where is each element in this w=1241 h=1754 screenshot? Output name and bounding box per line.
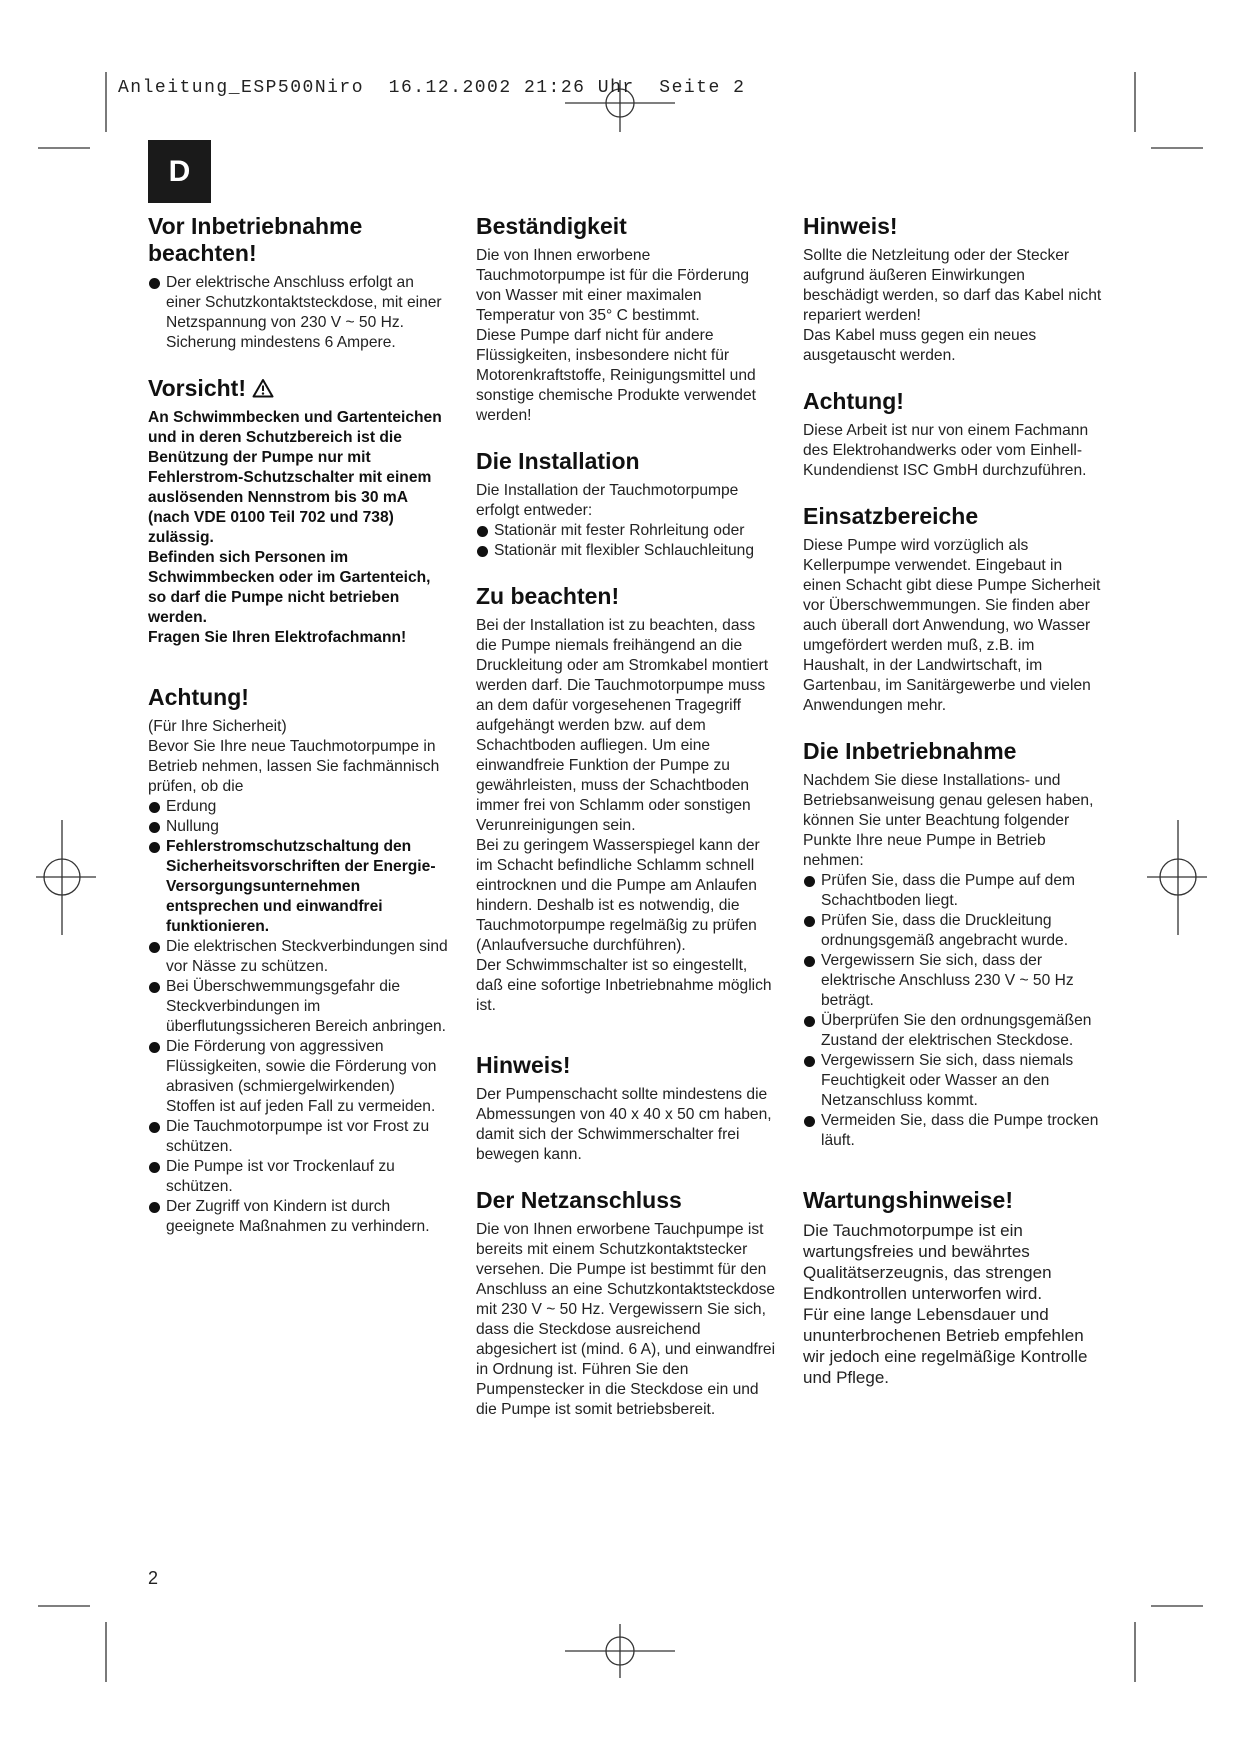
paragraph: Der Schwimmschalter ist so eingestellt, daß eine sofortige Inbetriebnahme möglich ist. (476, 957, 772, 1014)
section-vor-inbetriebnahme (148, 213, 448, 353)
list-item: Die Förderung von aggressiven Flüssigkeiten, sowie die Förderung von abrasiven (schmiergelwirkenden) Stoffen ist auf jeden Fall zu vermeiden. (148, 1037, 448, 1117)
paragraph: Diese Pumpe darf nicht für andere Flüssigkeiten, insbesondere nicht für Motorenkraftstoffe, Reinigungsmittel und sonstige chemische Produkte verwendet werden! (476, 327, 756, 424)
section-achtung-fachmann (803, 388, 1103, 481)
list-item: Der Zugriff von Kindern ist durch geeignete Maßnahmen zu verhindern. (148, 1197, 448, 1237)
section-installation (476, 448, 776, 561)
bullet-list (803, 871, 1103, 1151)
section-bestaendigkeit (476, 213, 776, 426)
section-zu-beachten (476, 583, 776, 1016)
paragraph: Die Installation der Tauchmotorpumpe erfolgt entweder: (476, 482, 739, 519)
section-hinweis-kabel (803, 213, 1103, 366)
paragraph: Der Pumpenschacht sollte mindestens die Abmessungen von 40 x 40 x 50 cm haben, damit sich der Schwimmerschalter frei bewegen kann. (476, 1086, 772, 1163)
paragraph: Bei zu geringem Wasserspiegel kann der im Schacht befindliche Schlamm schnell eintrocknen und die Pumpe am Anlaufen hindern. Deshalb ist es notwendig, die Tauchmotorpumpe regelmäßig zu prüfen (Anlaufversuche durchführen). (476, 837, 760, 954)
list-item: Vermeiden Sie, dass die Pumpe trocken läuft. (803, 1111, 1103, 1151)
paragraph: Bevor Sie Ihre neue Tauchmotorpumpe in Betrieb nehmen, lassen Sie fachmännisch prüfen, ob die (148, 738, 440, 795)
bullet-list (476, 521, 776, 561)
section-title: Achtung! (148, 684, 249, 710)
section-title: Der Netzanschluss (476, 1187, 682, 1213)
warning-triangle-icon (252, 378, 274, 398)
paragraph: Sollte die Netzleitung oder der Stecker aufgrund äußeren Einwirkungen beschädigt werden, so darf das Kabel nicht repariert werden! (803, 247, 1102, 324)
section-title: Vor Inbetriebnahme beachten! (148, 213, 363, 266)
paragraph: Das Kabel muss gegen ein neues ausgetauscht werden. (803, 327, 1037, 364)
paragraph: Die von Ihnen erworbene Tauchmotorpumpe ist für die Förderung von Wasser mit einer maximalen Temperatur von 35° C bestimmt. (476, 247, 750, 324)
list-item: Vergewissern Sie sich, dass der elektrische Anschluss 230 V ~ 50 Hz beträgt. (803, 951, 1103, 1011)
section-title: Hinweis! (476, 1052, 571, 1078)
list-item: Die Pumpe ist vor Trockenlauf zu schützen. (148, 1157, 448, 1197)
section-netzanschluss (476, 1187, 776, 1420)
list-item: Prüfen Sie, dass die Pumpe auf dem Schachtboden liegt. (803, 871, 1103, 911)
column-right (803, 213, 1103, 1410)
list-item: Die Tauchmotorpumpe ist vor Frost zu schützen. (148, 1117, 448, 1157)
paragraph: An Schwimmbecken und Gartenteichen und in deren Schutzbereich ist die Benützung der Pumpe nur mit Fehlerstrom-Schutzschalter mit einem auslösenden Nennstrom bis 30 mA (nach VDE 0100 Teil 702 und 738) zulässig. (148, 409, 442, 546)
section-title: Wartungshinweise! (803, 1187, 1013, 1213)
paragraph: Bei der Installation ist zu beachten, dass die Pumpe niemals freihängend an die Druckleitung oder am Stromkabel montiert werden darf. Die Tauchmotorpumpe muss an dem dafür vorgesehenen Tragegriff aufgehängt werden bzw. auf dem Schachtboden aufliegen. Um eine einwandfreie Funktion der Pumpe zu gewährleisten, muss der Schachtboden immer frei von Schlamm oder sonstigen Verunreinigungen sein. (476, 617, 769, 834)
bullet-list (148, 273, 448, 353)
section-achtung (148, 684, 448, 1237)
section-hinweis-schacht (476, 1052, 776, 1165)
section-title: Die Inbetriebnahme (803, 738, 1017, 764)
column-left (148, 213, 448, 1259)
column-middle (476, 213, 776, 1442)
section-inbetriebnahme (803, 738, 1103, 1151)
list-item: Nullung (148, 817, 448, 837)
list-item: Fehlerstromschutzschaltung den Sicherheitsvorschriften der Energie-Versorgungsunternehmen entsprechen und einwandfrei funktionieren. (148, 837, 448, 937)
list-item: Erdung (148, 797, 448, 817)
print-header: Anleitung_ESP500Niro 16.12.2002 21:26 Uhr Seite 2 (118, 78, 746, 98)
paragraph: (Für Ihre Sicherheit) (148, 718, 287, 735)
page-number: 2 (148, 1568, 159, 1588)
paragraph: Befinden sich Personen im Schwimmbecken oder im Gartenteich, so darf die Pumpe nicht betrieben werden. (148, 549, 431, 626)
list-item: Die elektrischen Steckverbindungen sind vor Nässe zu schützen. (148, 937, 448, 977)
paragraph: Für eine lange Lebensdauer und ununterbrochenen Betrieb empfehlen wir jedoch eine regelmäßige Kontrolle und Pflege. (803, 1305, 1088, 1387)
language-badge: D (148, 140, 211, 203)
list-item: Stationär mit fester Rohrleitung oder (476, 521, 776, 541)
bullet-list (148, 797, 448, 1237)
section-title: Die Installation (476, 448, 640, 474)
list-item: Der elektrische Anschluss erfolgt an einer Schutzkontaktsteckdose, mit einer Netzspannung von 230 V ~ 50 Hz. Sicherung mindestens 6 Ampere. (148, 273, 448, 353)
paragraph: Die Tauchmotorpumpe ist ein wartungsfreies und bewährtes Qualitätserzeugnis, das strengen Endkontrollen unterworfen wird. (803, 1221, 1052, 1303)
section-vorsicht (148, 375, 448, 648)
paragraph: Nachdem Sie diese Installations- und Betriebsanweisung genau gelesen haben, können Sie unter Beachtung folgender Punkte Ihre neue Pumpe in Betrieb nehmen: (803, 772, 1094, 869)
list-item: Stationär mit flexibler Schlauchleitung (476, 541, 776, 561)
paragraph: Diese Pumpe wird vorzüglich als Kellerpumpe verwendet. Eingebaut in einen Schacht gibt diese Pumpe Sicherheit vor Überschwemmungen. Sie finden aber auch überall dort Anwendung, wo Wasser umgefördert werden muß, z.B. im Haushalt, in der Landwirtschaft, im Gartenbau, im Sanitärgewerbe und vielen Anwendungen mehr. (803, 537, 1101, 714)
list-item: Prüfen Sie, dass die Druckleitung ordnungsgemäß angebracht wurde. (803, 911, 1103, 951)
section-title: Zu beachten! (476, 583, 620, 609)
paragraph: Fragen Sie Ihren Elektrofachmann! (148, 629, 407, 646)
paragraph: Die von Ihnen erworbene Tauchpumpe ist bereits mit einem Schutzkontaktstecker versehen. Die Pumpe ist bestimmt für den Anschluss an eine Schutzkontaktsteckdose mit 230 V ~ 50 Hz. Vergewissern Sie sich, dass die Steckdose ausreichend abgesichert ist (mind. 6 A), und einwandfrei in Ordnung ist. Führen Sie den Pumpenstecker in die Steckdose ein und die Pumpe ist somit betriebsbereit. (476, 1221, 776, 1418)
section-title-row (148, 375, 448, 402)
section-wartungshinweise (803, 1187, 1103, 1388)
section-title: Hinweis! (803, 213, 898, 239)
list-item: Überprüfen Sie den ordnungsgemäßen Zustand der elektrischen Steckdose. (803, 1011, 1103, 1051)
section-title: Vorsicht! (148, 375, 246, 401)
list-item: Vergewissern Sie sich, dass niemals Feuchtigkeit oder Wasser an den Netzanschluss kommt. (803, 1051, 1103, 1111)
section-einsatzbereiche (803, 503, 1103, 716)
section-title: Beständigkeit (476, 213, 627, 239)
list-item: Bei Überschwemmungsgefahr die Steckverbindungen im überflutungssicheren Bereich anbringen. (148, 977, 448, 1037)
section-title: Einsatzbereiche (803, 503, 979, 529)
paragraph: Diese Arbeit ist nur von einem Fachmann des Elektrohandwerks oder vom Einhell-Kundendienst ISC GmbH durchzuführen. (803, 422, 1089, 479)
section-title: Achtung! (803, 388, 904, 414)
